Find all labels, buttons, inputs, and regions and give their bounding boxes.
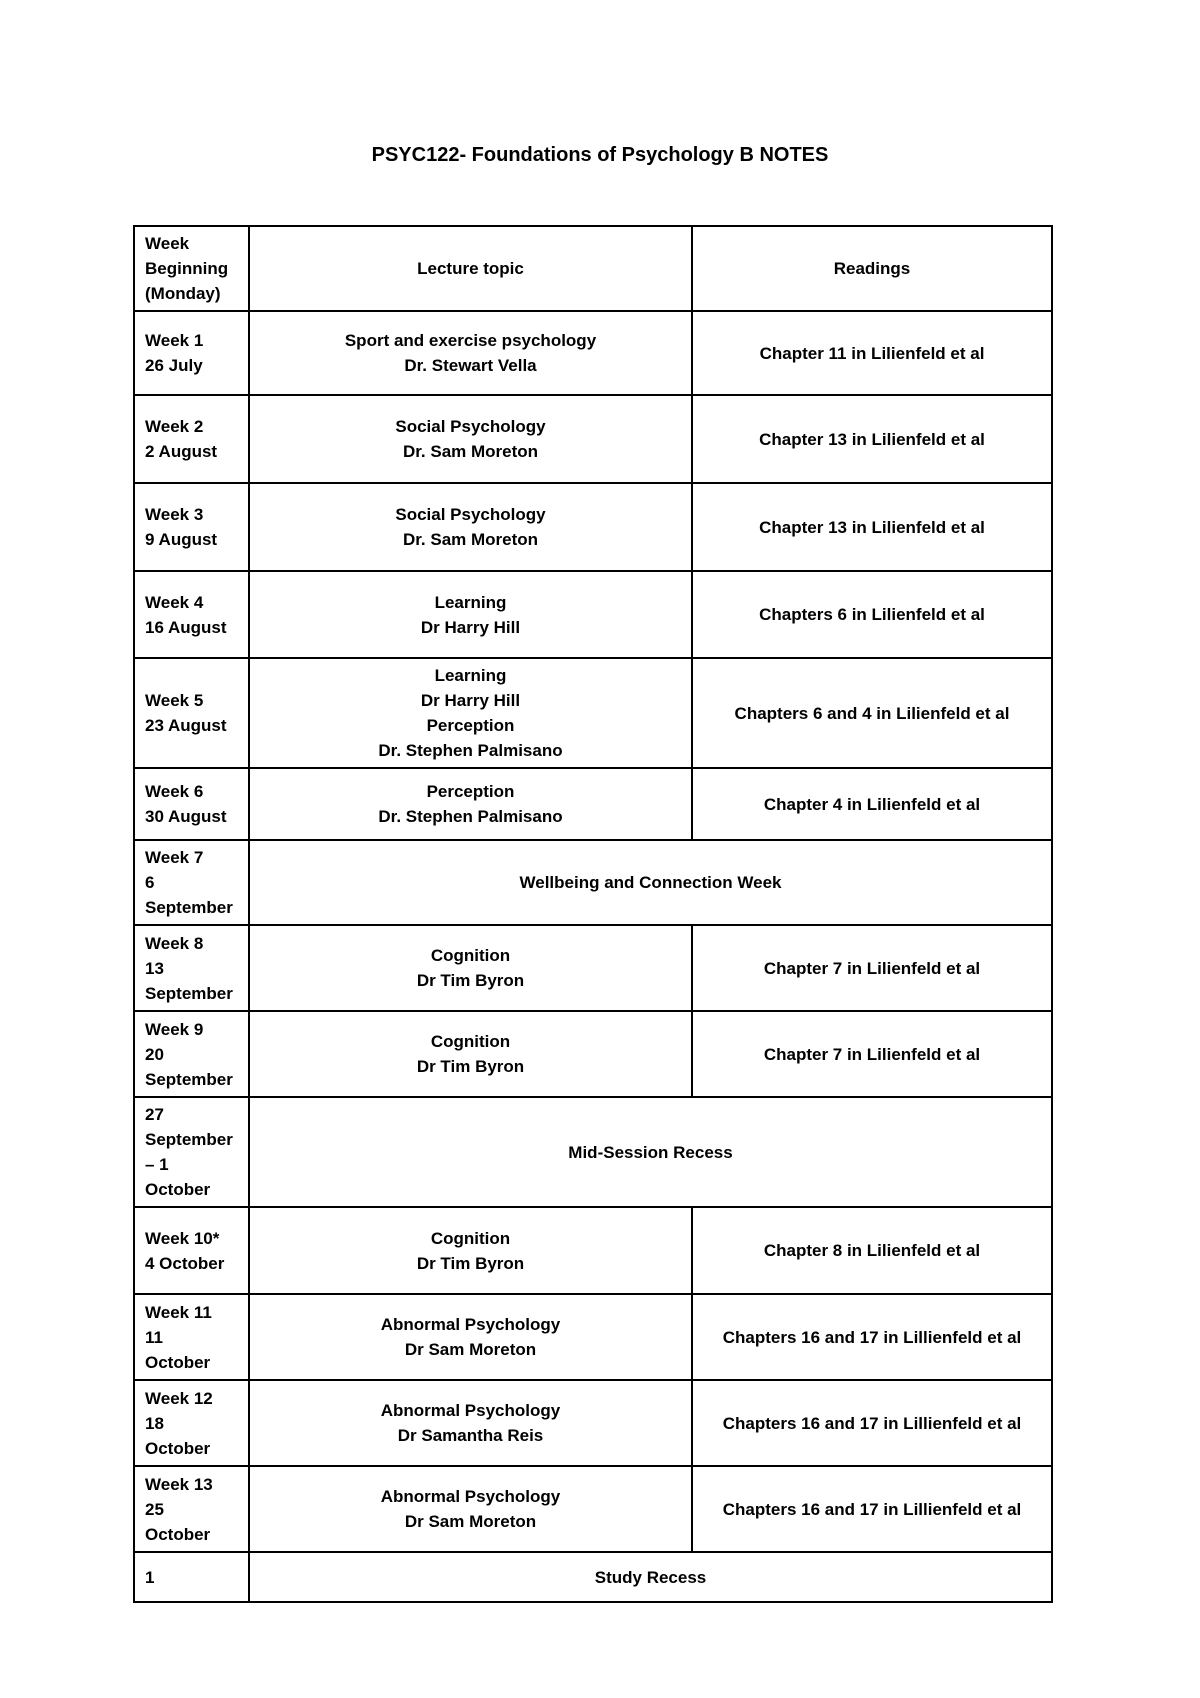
topic-name: Social Psychology [395, 417, 546, 436]
lecturer-name: Dr Tim Byron [416, 1253, 525, 1273]
header-readings-cell: Readings [692, 226, 1052, 311]
readings-cell: Chapter 13 in Lilienfeld et al [692, 483, 1052, 571]
week-label: Week 10* [145, 1228, 220, 1248]
event-cell: Study Recess [249, 1552, 1052, 1602]
table-header-row [134, 226, 1052, 311]
table-row [134, 1380, 1052, 1466]
topic-name: Perception [426, 716, 515, 735]
week-cell [134, 1011, 249, 1097]
readings-cell: Chapter 11 in Lilienfeld et al [692, 311, 1052, 395]
topic-cell [249, 311, 692, 395]
event-cell: Mid-Session Recess [249, 1097, 1052, 1207]
topic-cell [249, 1207, 692, 1294]
week-date: – 1 [145, 1155, 169, 1174]
readings-cell: Chapters 16 and 17 in Lillienfeld et al [692, 1466, 1052, 1552]
lecturer-name: Dr Tim Byron [416, 971, 525, 990]
document-title: PSYC122- Foundations of Psychology B NOTES [371, 144, 829, 166]
lecturer-name: Dr. Stewart Vella [404, 356, 537, 375]
topic-name: Learning [434, 666, 507, 685]
lecturer-name: Dr Sam Moreton [404, 1340, 537, 1359]
week-label: Week 2 [145, 417, 204, 436]
week-date: 30 August [145, 807, 227, 826]
readings-cell: Chapter 7 in Lilienfeld et al [692, 1011, 1052, 1097]
table-row [134, 1466, 1052, 1552]
topic-cell [249, 571, 692, 658]
table-row [134, 658, 1052, 768]
week-date: 13 [145, 958, 164, 978]
lecturer-name: Dr. Sam Moreton [402, 530, 539, 549]
week-date: 27 [145, 1105, 164, 1124]
week-date: 9 August [145, 530, 218, 549]
lecturer-name: Dr. Stephen Palmisano [378, 741, 563, 760]
lecturer-name: Dr. Sam Moreton [402, 442, 539, 461]
header-week-line: Beginning [145, 259, 229, 278]
readings-cell: Chapter 4 in Lilienfeld et al [692, 768, 1052, 840]
week-date: 23 August [145, 716, 227, 735]
week-date: 20 [145, 1044, 164, 1064]
topic-cell [249, 658, 692, 768]
week-label: Week 9 [145, 1019, 204, 1039]
week-label: Week 1 [145, 331, 204, 350]
week-cell [134, 395, 249, 483]
header-topic-cell: Lecture topic [249, 226, 692, 311]
week-date: 6 [145, 873, 155, 892]
week-label: Week 6 [145, 782, 204, 801]
week-date: October [145, 1180, 211, 1199]
topic-cell [249, 925, 692, 1011]
topic-cell [249, 395, 692, 483]
week-label: Week 12 [145, 1388, 213, 1408]
week-cell: 1 [134, 1552, 249, 1602]
week-cell [134, 1097, 249, 1207]
table-row [134, 925, 1052, 1011]
week-date: September [145, 1069, 233, 1089]
topic-name: Sport and exercise psychology [344, 331, 597, 350]
week-label: Week 13 [145, 1474, 213, 1494]
week-date: 11 [145, 1327, 163, 1347]
header-week-cell [134, 226, 249, 311]
week-label: Week 4 [145, 592, 204, 612]
topic-cell [249, 768, 692, 840]
week-cell [134, 768, 249, 840]
week-date: 18 [145, 1413, 164, 1433]
topic-cell [249, 483, 692, 571]
readings-cell: Chapter 8 in Lilienfeld et al [692, 1207, 1052, 1294]
table-row [134, 483, 1052, 571]
lecturer-name: Dr Harry Hill [420, 691, 521, 710]
week-cell [134, 925, 249, 1011]
header-week-line: Week [145, 234, 190, 253]
week-cell [134, 483, 249, 571]
week-cell [134, 658, 249, 768]
header-week-line: (Monday) [145, 284, 221, 303]
table-row [134, 311, 1052, 395]
week-date: 16 August [145, 617, 227, 637]
week-date: October [145, 1352, 211, 1372]
topic-name: Abnormal Psychology [380, 1487, 561, 1506]
table-row [134, 840, 1052, 925]
topic-name: Learning [434, 592, 507, 612]
table-row [134, 1097, 1052, 1207]
week-label: Week 5 [145, 691, 204, 710]
topic-name: Cognition [430, 1228, 511, 1248]
week-date: September [145, 898, 233, 917]
topic-name: Abnormal Psychology [380, 1315, 561, 1334]
topic-cell [249, 1466, 692, 1552]
week-date: 2 August [145, 442, 218, 461]
schedule-table [133, 225, 1053, 1603]
readings-cell: Chapter 13 in Lilienfeld et al [692, 395, 1052, 483]
lecturer-name: Dr. Stephen Palmisano [378, 807, 563, 826]
table-row [134, 1552, 1052, 1602]
week-date: 25 [145, 1499, 164, 1519]
table-row [134, 1207, 1052, 1294]
topic-name: Perception [426, 782, 515, 801]
table-row [134, 1011, 1052, 1097]
lecturer-name: Dr Sam Moreton [404, 1512, 537, 1531]
lecturer-name: Dr Harry Hill [420, 617, 521, 637]
topic-name: Abnormal Psychology [380, 1401, 561, 1420]
readings-cell: Chapters 16 and 17 in Lillienfeld et al [692, 1380, 1052, 1466]
week-cell [134, 311, 249, 395]
topic-name: Social Psychology [395, 505, 546, 524]
readings-cell: Chapters 16 and 17 in Lillienfeld et al [692, 1294, 1052, 1380]
week-date: 4 October [145, 1253, 225, 1273]
week-label: Week 7 [145, 848, 204, 867]
lecturer-name: Dr Tim Byron [416, 1057, 525, 1076]
week-date: 26 July [145, 356, 203, 375]
week-cell [134, 1466, 249, 1552]
week-cell [134, 1207, 249, 1294]
week-date: October [145, 1524, 211, 1544]
week-date: October [145, 1438, 211, 1458]
topic-name: Cognition [430, 946, 511, 965]
table-row [134, 768, 1052, 840]
topic-cell [249, 1380, 692, 1466]
week-cell [134, 840, 249, 925]
topic-cell [249, 1011, 692, 1097]
readings-cell: Chapters 6 in Lilienfeld et al [692, 571, 1052, 658]
event-cell: Wellbeing and Connection Week [249, 840, 1052, 925]
week-label: Week 11 [145, 1302, 212, 1322]
readings-cell: Chapters 6 and 4 in Lilienfeld et al [692, 658, 1052, 768]
week-cell [134, 571, 249, 658]
table-row [134, 395, 1052, 483]
topic-name: Cognition [430, 1032, 511, 1051]
table-row [134, 1294, 1052, 1380]
week-label: Week 8 [145, 933, 204, 953]
week-cell [134, 1380, 249, 1466]
lecturer-name: Dr Samantha Reis [397, 1426, 544, 1445]
week-label: Week 3 [145, 505, 204, 524]
week-cell [134, 1294, 249, 1380]
readings-cell: Chapter 7 in Lilienfeld et al [692, 925, 1052, 1011]
table-row [134, 571, 1052, 658]
topic-cell [249, 1294, 692, 1380]
week-date: September [145, 983, 233, 1003]
week-date: September [145, 1130, 233, 1149]
